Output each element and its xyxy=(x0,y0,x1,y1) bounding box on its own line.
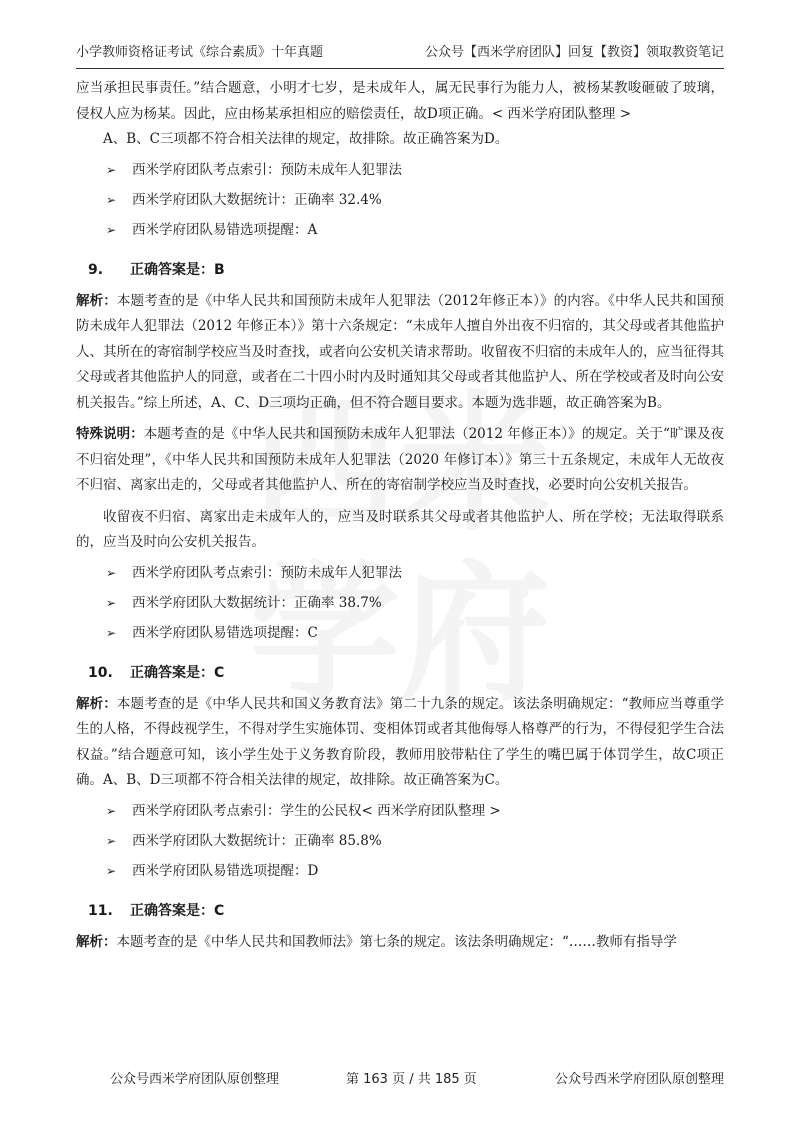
bullet-item: ➢ 西米学府团队大数据统计：正确率 38.7% xyxy=(76,590,724,616)
answer-label: 正确答案是：C xyxy=(130,902,225,919)
analysis-label: 解析： xyxy=(76,695,117,712)
paragraph xyxy=(76,930,724,956)
special-note-label: 特殊说明： xyxy=(76,426,144,442)
arrow-right-icon: ➢ xyxy=(106,192,117,207)
page-footer xyxy=(110,1068,724,1090)
analysis-text: 本题考查的是《中华人民共和国教师法》第七条的规定。该法条明确规定：“……教师有指导学 xyxy=(116,933,677,950)
page-content xyxy=(76,76,724,955)
analysis-text: 本题考查的是《中华人民共和国预防未成年人犯罪法（2012年修正本）》的内容。《中华人民共和国预防未成年人犯罪法（2012 年修正本）》第十六条规定：“未成年人擅自外出夜不归宿的，其父母或者其他监护人、其所在的寄宿制学校应当及时查找，或者向公安机关请求帮助。收留夜不归宿的未成年人的，应当征得其父母或者其他监护人的同意，或者在二十四小时内及时通知其父母或者其他监护人、所在学校或者及时向公安机关报告。”综上所述，A、C、D三项均正确，但不符合题目要求。本题为选非题，故正确答案为B。 xyxy=(76,292,725,411)
answer-label: 正确答案是：B xyxy=(130,261,225,278)
question-number: 9. xyxy=(88,261,104,278)
arrow-right-icon: ➢ xyxy=(106,833,117,848)
paragraph xyxy=(76,422,724,499)
paragraph xyxy=(76,289,724,417)
bullet-item: ➢ 西米学府团队考点索引：学生的公民权< 西米学府团队整理 > xyxy=(76,798,724,824)
arrow-right-icon: ➢ xyxy=(106,863,117,878)
footer-credit: 公众号西米学府团队原创整理 xyxy=(554,1072,724,1087)
page-number: 第 163 页 / 共 185 页 xyxy=(346,1072,477,1087)
page-header xyxy=(76,38,724,69)
paragraph: 收留夜不归宿、离家出走未成年人的，应当及时联系其父母或者其他监护人、所在学校；无法取得联系的，应当及时向公安机关报告。 xyxy=(76,508,724,550)
bullet-item: ➢ 西米学府团队易错选项提醒：D xyxy=(76,858,724,884)
header-title: 小学教师资格证考试《综合素质》十年真题 xyxy=(76,45,324,60)
arrow-right-icon: ➢ xyxy=(106,162,117,177)
bullet-item: ➢ 西米学府团队考点索引：预防未成年人犯罪法 xyxy=(76,157,724,183)
header-promo: 公众号【西米学府团队】回复【教资】领取教资笔记 xyxy=(424,45,724,60)
bullet-item: ➢ 西米学府团队考点索引：预防未成年人犯罪法 xyxy=(76,560,724,586)
arrow-right-icon: ➢ xyxy=(106,222,117,237)
bullet-item: ➢ 西米学府团队大数据统计：正确率 32.4% xyxy=(76,187,724,213)
arrow-right-icon: ➢ xyxy=(106,565,117,580)
bullet-item: ➢ 西米学府团队易错选项提醒：A xyxy=(76,217,724,243)
question-number: 11. xyxy=(88,902,113,919)
bullet-item: ➢ 西米学府团队易错选项提醒：C xyxy=(76,620,724,646)
paragraph: 应当承担民事责任。”结合题意，小明才七岁，是未成年人，属无民事行为能力人，被杨某教唆砸破了玻璃，侵权人应为杨某。因此，应由杨某承担相应的赔偿责任，故D项正确。< 西米学府团队整理 > xyxy=(76,80,724,122)
arrow-right-icon: ➢ xyxy=(106,595,117,610)
footer-credit: 公众号西米学府团队原创整理 xyxy=(110,1072,280,1087)
arrow-right-icon: ➢ xyxy=(106,803,117,818)
question-heading xyxy=(76,898,724,924)
analysis-label: 解析： xyxy=(76,933,117,950)
bullet-item: ➢ 西米学府团队大数据统计：正确率 85.8% xyxy=(76,828,724,854)
question-heading xyxy=(76,660,724,686)
answer-label: 正确答案是：C xyxy=(130,664,225,681)
arrow-right-icon: ➢ xyxy=(106,625,117,640)
special-note-text: 本题考查的是《中华人民共和国预防未成年人犯罪法（2012 年修正本）》的规定。关于“旷课及夜不归宿处理”，《中华人民共和国预防未成年人犯罪法（2020 年修订本）》第三十五条规定，未成年人无故夜不归宿、离家出走的，父母或者其他监护人、所在的寄宿制学校应当及时查找，必要时向公安机关报告。 xyxy=(76,426,724,493)
question-number: 10. xyxy=(88,664,113,681)
question-heading xyxy=(76,257,724,283)
analysis-text: 本题考查的是《中华人民共和国义务教育法》第二十九条的规定。该法条明确规定：“教师应当尊重学生的人格，不得歧视学生，不得对学生实施体罚、变相体罚或者其他侮辱人格尊严的行为，不得侵犯学生合法权益。”结合题意可知，该小学生处于义务教育阶段，教师用胶带粘住了学生的嘴巴属于体罚学生，故C项正确。A、B、D三项都不符合相关法律的规定，故排除。故正确答案为C。 xyxy=(76,695,724,788)
analysis-label: 解析： xyxy=(76,292,117,309)
paragraph: A、B、C三项都不符合相关法律的规定，故排除。故正确答案为D。 xyxy=(103,131,509,147)
paragraph xyxy=(76,692,724,794)
